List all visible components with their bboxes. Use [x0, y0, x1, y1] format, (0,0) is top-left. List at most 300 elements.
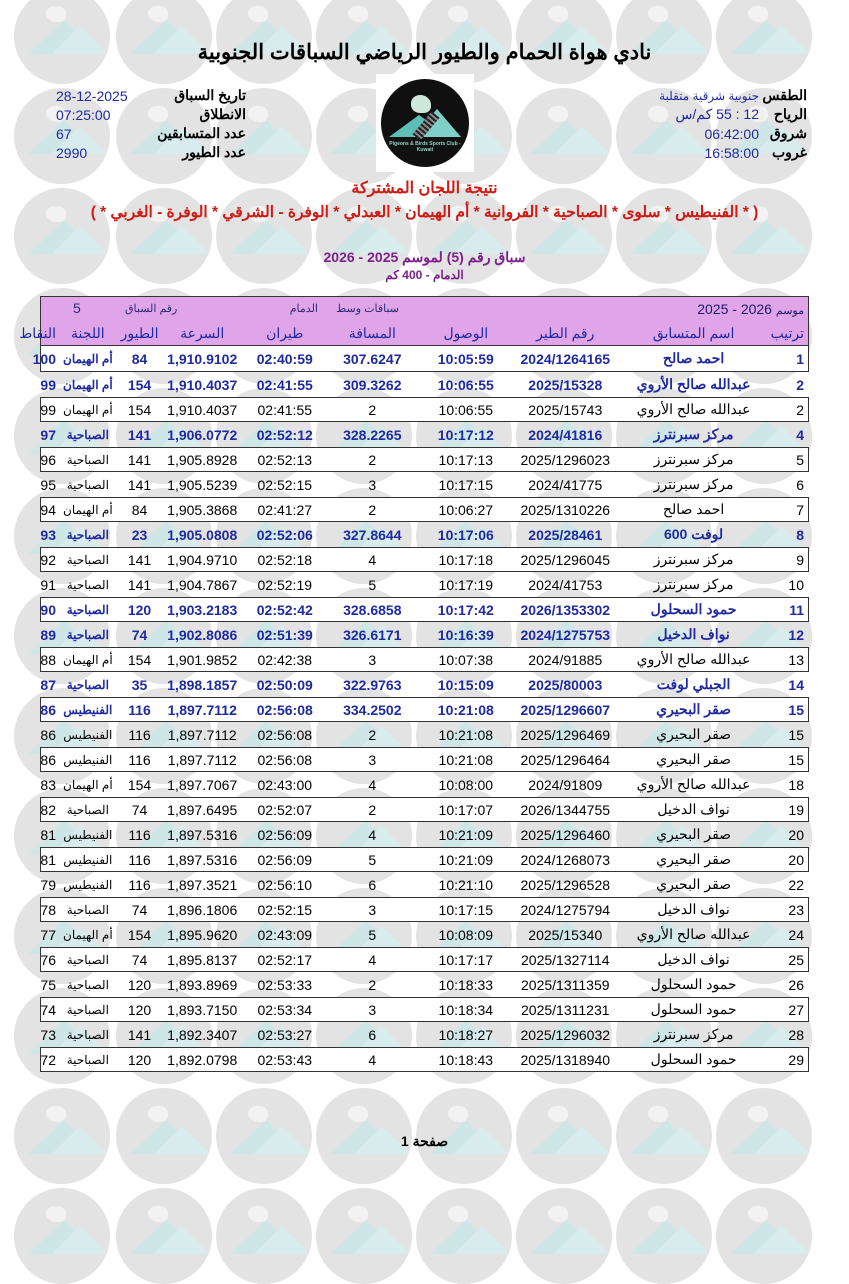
cell-points: 83	[40, 776, 56, 793]
cell-speed: 1,905.0808	[167, 526, 238, 543]
cell-distance: 4	[368, 1051, 377, 1068]
cell-arrival: 10:06:27	[438, 501, 494, 518]
race-title: سباق رقم (5) لموسم 2025 - 2026	[323, 249, 526, 265]
cell-arrival: 10:05:59	[437, 350, 494, 367]
cell-speed: 1,905.8928	[167, 451, 238, 468]
cell-distance: 6	[368, 1026, 377, 1043]
cell-rank: 23	[788, 901, 804, 918]
cell-name: صقر البحيري	[656, 751, 732, 767]
cell-distance: 2	[368, 451, 377, 468]
table-row	[40, 397, 809, 422]
cell-arrival: 10:17:13	[438, 451, 494, 468]
cell-arrival: 10:17:07	[438, 801, 494, 818]
cell-birds: 154	[127, 376, 152, 393]
cell-arrival: 10:06:55	[437, 376, 494, 393]
sunset-value: 16:58:00	[704, 144, 759, 161]
cell-name: عبدالله صالح الأروي	[636, 376, 751, 392]
page-number: صفحة 1	[400, 1133, 449, 1149]
table-row	[40, 872, 809, 897]
cell-flight: 02:52:42	[256, 601, 313, 618]
cell-arrival: 10:18:43	[438, 1051, 494, 1068]
cell-arrival: 10:18:27	[438, 1026, 494, 1043]
table-row	[40, 422, 809, 447]
cell-speed: 1,905.5239	[167, 476, 238, 493]
cell-birds: 141	[127, 1026, 152, 1043]
cell-ring: 2024/41775	[528, 476, 603, 493]
cell-points: 95	[40, 476, 56, 493]
cell-distance: 309.3262	[343, 376, 402, 393]
cell-birds: 84	[131, 501, 148, 518]
table-row	[40, 822, 809, 847]
cell-points: 81	[40, 826, 56, 843]
cell-points: 73	[40, 1026, 56, 1043]
table-row	[40, 522, 809, 547]
cell-name: احمد صالح	[662, 501, 725, 517]
cell-distance: 3	[368, 751, 377, 768]
cell-rank: 20	[788, 826, 804, 843]
cell-distance: 5	[368, 576, 377, 593]
cell-distance: 4	[368, 776, 377, 793]
table-row	[40, 997, 809, 1022]
cell-flight: 02:41:55	[257, 401, 313, 418]
cell-birds: 116	[128, 751, 151, 768]
cell-speed: 1,904.9710	[167, 551, 238, 568]
cell-speed: 1,910.9102	[167, 350, 238, 367]
cell-committee: الفنيطيس	[63, 727, 113, 742]
cell-flight: 02:53:27	[257, 1026, 313, 1043]
cell-arrival: 10:08:09	[438, 926, 494, 943]
table-row	[40, 972, 809, 997]
cell-speed: 1,892.0798	[167, 1051, 238, 1068]
table-row	[40, 547, 809, 572]
cell-birds: 116	[128, 851, 151, 868]
watermark-logo	[116, 1188, 212, 1284]
cell-ring: 2025/1296464	[520, 751, 611, 768]
cell-speed: 1,898.1857	[167, 676, 238, 693]
cell-speed: 1,906.0772	[167, 426, 238, 443]
cell-name: نواف الدخيل	[657, 626, 730, 642]
cell-committee: الصباحية	[66, 1052, 109, 1067]
cell-committee: الصباحية	[66, 952, 109, 967]
cell-rank: 10	[788, 576, 804, 593]
column-headers	[19, 321, 808, 345]
cell-ring: 2024/91809	[528, 776, 603, 793]
race-number-value: 5	[73, 300, 81, 316]
cell-committee: الصباحية	[66, 552, 109, 567]
cell-rank: 7	[796, 501, 804, 518]
cell-committee: الفنيطيس	[63, 752, 113, 767]
cell-birds: 154	[127, 776, 152, 793]
cell-name: نواف الدخيل	[657, 901, 730, 917]
cell-flight: 02:41:55	[256, 376, 313, 393]
table-row	[40, 447, 809, 472]
start-value: 07:25:00	[56, 106, 111, 123]
cell-ring: 2025/1318940	[520, 1051, 611, 1068]
cell-name: عبدالله صالح الأروي	[636, 776, 751, 792]
cell-flight: 02:52:13	[257, 451, 313, 468]
cell-name: عبدالله صالح الأروي	[636, 926, 751, 942]
cell-name: عبدالله صالح الأروي	[636, 401, 751, 417]
club-title: نادي هواة الحمام والطيور الرياضي السباقات الجنوبية	[197, 41, 652, 64]
dove-icon	[411, 95, 431, 113]
cell-flight: 02:52:06	[256, 526, 313, 543]
cell-speed: 1,902.8086	[167, 626, 238, 643]
cell-ring: 2025/1327114	[521, 951, 610, 968]
cell-speed: 1,895.8137	[167, 951, 238, 968]
cell-distance: 327.8644	[343, 526, 402, 543]
cell-ring: 2025/28461	[528, 526, 603, 543]
date-label: تاريخ السباق	[174, 87, 246, 103]
cell-flight: 02:56:08	[256, 701, 313, 718]
cell-name: مركز سبرنترز	[653, 476, 734, 492]
cell-birds: 154	[127, 651, 152, 668]
cell-flight: 02:52:15	[257, 476, 313, 493]
table-row	[40, 847, 809, 872]
table-meta	[41, 297, 808, 321]
cell-committee: الفنيطيس	[63, 827, 113, 842]
cell-ring: 2024/1275753	[520, 626, 611, 643]
cell-points: 90	[40, 601, 56, 618]
cell-name: صقر البحيري	[656, 876, 732, 892]
cell-committee: الفنيطيس	[63, 702, 113, 717]
results-table	[19, 296, 809, 1072]
cell-committee: الصباحية	[66, 477, 109, 492]
birds-label: عدد الطيور	[182, 144, 246, 160]
cell-birds: 120	[127, 1001, 152, 1018]
cell-rank: 15	[788, 751, 804, 768]
cell-birds: 141	[127, 576, 152, 593]
cell-points: 86	[40, 701, 56, 718]
cell-rank: 27	[788, 1001, 804, 1018]
cell-speed: 1,910.4037	[167, 401, 238, 418]
season-value: 2026 - 2025	[697, 301, 772, 317]
watermark-logo	[516, 1188, 612, 1284]
cell-name: مركز سبرنترز	[653, 551, 734, 567]
cell-speed: 1,905.3868	[167, 501, 238, 518]
cell-speed: 1,897.7112	[167, 751, 237, 768]
cell-committee: أم الهيمان	[63, 351, 113, 366]
cell-ring: 2026/1353302	[520, 601, 611, 618]
cell-flight: 02:52:07	[257, 801, 313, 818]
wind-value: 12 : 55 كم/س	[675, 106, 759, 122]
cell-name: مركز سبرنترز	[653, 426, 734, 442]
cell-ring: 2025/15328	[528, 376, 603, 393]
committee-title: نتيجة اللجان المشتركة	[351, 180, 498, 197]
cell-committee: الصباحية	[66, 977, 109, 992]
cell-ring: 2025/1296607	[520, 701, 611, 718]
cell-speed: 1,897.5316	[167, 826, 238, 843]
cell-committee: أم الهيمان	[63, 777, 113, 792]
cell-ring: 2025/1296023	[520, 451, 611, 468]
table-row	[40, 622, 809, 647]
club-logo-emblem	[381, 79, 469, 167]
cell-speed: 1,904.7867	[167, 576, 238, 593]
cell-distance: 4	[368, 551, 377, 568]
weather-label: الطقس	[762, 87, 807, 103]
cell-points: 76	[40, 951, 56, 968]
cell-name: مركز سبرنترز	[653, 576, 734, 592]
cell-arrival: 10:16:39	[437, 626, 494, 643]
start-row	[56, 105, 246, 124]
cell-ring: 2024/1264165	[520, 350, 611, 367]
cell-arrival: 10:17:18	[438, 551, 494, 568]
cell-birds: 141	[127, 476, 152, 493]
cell-speed: 1,897.3521	[167, 876, 238, 893]
cell-distance: 3	[368, 901, 377, 918]
cell-rank: 1	[796, 350, 804, 367]
cell-points: 86	[40, 726, 56, 743]
cell-arrival: 10:07:38	[438, 651, 494, 668]
cell-rank: 20	[788, 851, 804, 868]
table-row	[40, 922, 809, 947]
cell-birds: 141	[127, 426, 152, 443]
race-subtitle: الدمام - 400 كم	[385, 268, 464, 282]
cell-distance: 3	[368, 1001, 377, 1018]
cell-name: نواف الدخيل	[657, 801, 730, 817]
cell-arrival: 10:17:12	[437, 426, 494, 443]
cell-ring: 2024/41753	[528, 576, 603, 593]
logo-text: Pigeons & Birds Sports Club - Kuwait	[389, 141, 461, 153]
cell-distance: 322.9763	[343, 676, 402, 693]
watermark-logo	[616, 1188, 712, 1284]
cell-points: 91	[40, 576, 56, 593]
cell-name: نواف الدخيل	[657, 951, 730, 967]
cell-speed: 1,893.7150	[167, 1001, 238, 1018]
cell-arrival: 10:18:34	[438, 1001, 494, 1018]
cell-birds: 141	[127, 451, 152, 468]
race-location: الدمام	[289, 303, 318, 315]
weather-row	[659, 86, 807, 105]
cell-distance: 5	[368, 926, 377, 943]
cell-ring: 2025/80003	[528, 676, 603, 693]
cell-rank: 13	[788, 651, 804, 668]
cell-birds: 116	[128, 726, 151, 743]
cell-flight: 02:40:59	[256, 350, 313, 367]
cell-arrival: 10:18:33	[438, 976, 494, 993]
cell-ring: 2025/15743	[528, 401, 603, 418]
cell-speed: 1,903.2183	[167, 601, 238, 618]
cell-committee: الصباحية	[66, 427, 109, 442]
col-speed: السرعة	[180, 324, 225, 341]
cell-rank: 12	[788, 626, 804, 643]
wind-label: الرياح	[773, 106, 807, 122]
cell-name: صقر البحيري	[656, 726, 732, 742]
cell-flight: 02:43:00	[257, 776, 313, 793]
cell-flight: 02:52:15	[257, 901, 313, 918]
committee-list: ( * الفنيطيس * سلوى * الصباحية * الفروانية * أم الهيمان * العبدلي * الوفرة - الشرقي * الوفرة - الغربي * )	[90, 204, 759, 221]
watermark-logo	[316, 1188, 412, 1284]
table-row	[40, 797, 809, 822]
cell-birds: 74	[131, 951, 148, 968]
cell-arrival: 10:21:09	[438, 826, 494, 843]
cell-birds: 141	[127, 551, 152, 568]
table-row	[40, 1022, 809, 1047]
cell-distance: 2	[368, 401, 377, 418]
cell-ring: 2024/41816	[528, 426, 603, 443]
cell-distance: 4	[368, 951, 377, 968]
cell-speed: 1,910.4037	[167, 376, 238, 393]
race-type: سباقات وسط	[336, 303, 399, 315]
col-committee: اللجنة	[71, 324, 105, 341]
date-value: 28-12-2025	[56, 87, 128, 104]
table-row	[40, 572, 809, 597]
table-header	[19, 296, 809, 346]
col-distance: المسافة	[348, 324, 396, 341]
watermark-logo	[416, 1188, 512, 1284]
table-row	[40, 747, 809, 772]
cell-birds: 84	[131, 350, 148, 367]
sunrise-value: 06:42:00	[704, 125, 759, 142]
cell-rank: 5	[796, 451, 804, 468]
start-label: الانطلاق	[199, 106, 246, 122]
table-body	[32, 346, 809, 1072]
cell-points: 96	[40, 451, 56, 468]
cell-flight: 02:51:39	[256, 626, 313, 643]
cell-ring: 2025/1311359	[521, 976, 610, 993]
cell-speed: 1,892.3407	[167, 1026, 238, 1043]
season	[697, 301, 804, 317]
cell-name: عبدالله صالح الأروي	[636, 651, 751, 667]
cell-birds: 154	[127, 401, 152, 418]
date-row	[56, 86, 246, 105]
cell-rank: 15	[788, 726, 804, 743]
cell-birds: 120	[127, 601, 152, 618]
cell-arrival: 10:21:10	[438, 876, 494, 893]
cell-arrival: 10:21:08	[438, 751, 494, 768]
cell-distance: 2	[368, 801, 377, 818]
cell-committee: أم الهيمان	[63, 377, 113, 392]
cell-points: 93	[40, 526, 56, 543]
cell-flight: 02:41:27	[257, 501, 313, 518]
birds-row	[56, 143, 246, 162]
cell-ring: 2024/1268073	[520, 851, 611, 868]
cell-points: 88	[40, 651, 56, 668]
cell-distance: 6	[368, 876, 377, 893]
cell-arrival: 10:17:42	[437, 601, 494, 618]
cell-name: حمود السحلول	[650, 601, 737, 617]
cell-distance: 334.2502	[343, 701, 402, 718]
cell-rank: 2	[796, 376, 804, 393]
table-row	[40, 697, 809, 722]
cell-name: مركز سبرنترز	[653, 451, 734, 467]
cell-name: حمود السحلول	[650, 976, 737, 992]
cell-birds: 74	[131, 801, 148, 818]
cell-arrival: 10:15:09	[437, 676, 494, 693]
competitors-label: عدد المتسابقين	[157, 125, 246, 141]
cell-distance: 328.6858	[343, 601, 402, 618]
col-birds: الطيور	[120, 324, 159, 341]
cell-ring: 2026/1344755	[520, 801, 611, 818]
table-row	[40, 372, 809, 397]
weather-conditions	[659, 86, 807, 162]
cell-rank: 26	[788, 976, 804, 993]
cell-speed: 1,895.9620	[167, 926, 238, 943]
sunset-row	[659, 143, 807, 162]
cell-name: مركز سبرنترز	[653, 1026, 734, 1042]
cell-committee: الصباحية	[66, 802, 109, 817]
cell-birds: 120	[127, 976, 152, 993]
cell-rank: 25	[788, 951, 804, 968]
cell-committee: أم الهيمان	[63, 927, 113, 942]
cell-points: 87	[40, 676, 56, 693]
cell-birds: 116	[128, 701, 151, 718]
table-row	[40, 772, 809, 797]
cell-points: 81	[40, 851, 56, 868]
competitors-value: 67	[56, 125, 72, 142]
cell-flight: 02:52:19	[257, 576, 313, 593]
table-row	[40, 472, 809, 497]
col-points: النقاط	[19, 324, 56, 341]
cell-points: 78	[40, 901, 56, 918]
cell-arrival: 10:08:00	[438, 776, 494, 793]
cell-rank: 15	[788, 701, 804, 718]
cell-name: لوفت 600	[663, 526, 724, 542]
cell-points: 74	[40, 1001, 56, 1018]
race-details	[56, 86, 246, 162]
cell-birds: 23	[131, 526, 148, 543]
col-rank: ترتيب	[770, 324, 804, 341]
watermark-logo	[716, 1188, 812, 1284]
cell-birds: 120	[127, 1051, 152, 1068]
table-row	[40, 947, 809, 972]
season-label: موسم	[775, 305, 804, 317]
cell-committee: الصباحية	[66, 577, 109, 592]
cell-distance: 2	[368, 726, 377, 743]
col-flight: طيران	[266, 324, 304, 341]
cell-speed: 1,897.6495	[167, 801, 238, 818]
cell-rank: 14	[788, 676, 804, 693]
cell-committee: أم الهيمان	[63, 402, 113, 417]
cell-arrival: 10:21:08	[437, 701, 494, 718]
sunset-label: غروب	[772, 144, 807, 160]
cell-rank: 29	[788, 1051, 804, 1068]
cell-committee: أم الهيمان	[63, 502, 113, 517]
col-name: اسم المتسابق	[652, 324, 735, 341]
cell-birds: 116	[128, 876, 151, 893]
cell-distance: 307.6247	[343, 350, 402, 367]
cell-distance: 326.6171	[343, 626, 402, 643]
cell-birds: 74	[131, 901, 148, 918]
cell-committee: الصباحية	[66, 1002, 109, 1017]
cell-name: احمد صالح	[662, 350, 725, 366]
cell-ring: 2025/1311231	[521, 1001, 610, 1018]
cell-committee: الصباحية	[66, 602, 109, 617]
cell-distance: 3	[368, 476, 377, 493]
cell-arrival: 10:21:08	[438, 726, 494, 743]
cell-rank: 24	[788, 926, 804, 943]
cell-points: 75	[40, 976, 56, 993]
cell-birds: 116	[128, 826, 151, 843]
cell-points: 94	[40, 501, 56, 518]
cell-points: 100	[32, 350, 56, 367]
cell-flight: 02:56:10	[257, 876, 313, 893]
cell-flight: 02:52:12	[256, 426, 313, 443]
race-number-label: رقم السباق	[125, 303, 178, 315]
cell-points: 99	[40, 376, 56, 393]
cell-flight: 02:53:33	[257, 976, 313, 993]
cell-rank: 4	[796, 426, 804, 443]
cell-flight: 02:52:18	[257, 551, 313, 568]
cell-ring: 2024/91885	[528, 651, 603, 668]
cell-flight: 02:53:34	[257, 1001, 313, 1018]
cell-points: 86	[40, 751, 56, 768]
cell-points: 92	[40, 551, 56, 568]
cell-points: 72	[40, 1051, 56, 1068]
cell-distance: 2	[368, 501, 377, 518]
cell-committee: الصباحية	[66, 527, 109, 542]
cell-points: 99	[40, 401, 56, 418]
cell-ring: 2025/1296032	[520, 1026, 611, 1043]
